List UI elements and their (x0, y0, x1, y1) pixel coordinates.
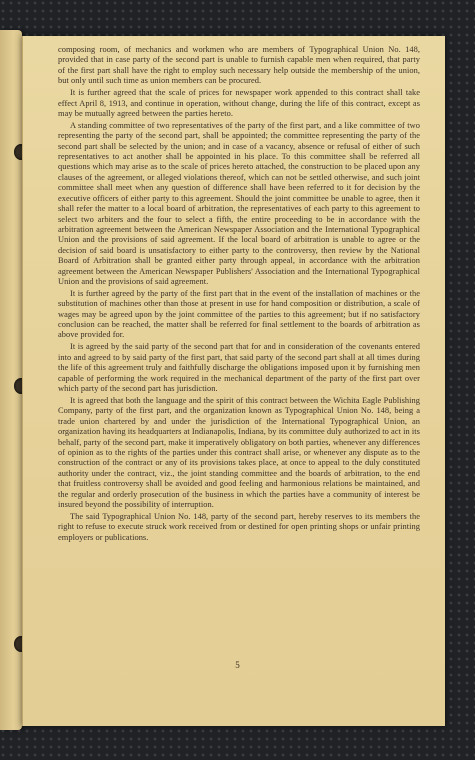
contract-text (58, 45, 420, 545)
paragraph: It is further agreed by the party of the first part that in the event of the installation of machines or the substitution of machines other than those at present in use for hand composition or distribution, a scale of wages may be agreed upon by the joint committee of the parties to this agreement; but if no satisfactory conclusion can be reached, the matter shall be referred for final settlement to the boards of arbitration as above provided for. (58, 288, 420, 340)
paragraph: The said Typographical Union No. 148, party of the second part, hereby reserves to its members the right to refuse to execute struck work received from or destined for open printing shops or unfair printing employers or publications. (58, 511, 420, 542)
paragraph: composing room, of mechanics and workmen who are members of Typographical Union No. 148, provided that in case party of the second part is unable to furnish capable men when required, that party of the first part shall have the right to employ such necessary help outside the membership of the union, but only until such time as union members can be procured. (58, 45, 420, 86)
page-number: 5 (235, 660, 240, 670)
paragraph: It is further agreed that the scale of prices for newspaper work appended to this contract shall take effect April 8, 1913, and continue in operation, without change, during the life of this contract, except as may be mutually agreed between the parties hereto. (58, 88, 420, 118)
paragraph: It is agreed by the said party of the second part that for and in consideration of the covenants entered into and agreed to by said party of the first part, that said party of the second part shall at all times during the life of this agreement truly and faithfully discharge the obligations imposed upon it by furnishing men capable of performing the work required in the mechanical department of the party of the first part over which party of the second part has jurisdiction. (58, 342, 420, 393)
paragraph: It is agreed that both the language and the spirit of this contract between the Wichita Eagle Publishing Company, party of the first part, and the organization known as Typographical Union No. 148, being a trade union chartered by and under the jurisdiction of the International Typographical Union, an organization having its headquarters at Indianapolis, Indiana, by its committee duly authorized to act in its behalf, party of the second part, make it imperatively obligatory on both parties, whenever any differences of opinion as to the rights of the parties under this contract shall arise, or whenever any dispute as to the construction of the contract or any of its provisions takes place, at once to appeal to the duly constituted authority under the contract, viz., the joint standing committee and the boards of arbitration, to the end that fruitless controversy shall be avoided and good feeling and harmonious relations be maintained, and the regular and orderly prosecution of the business in which the parties have a community of interest be insured beyond the possibility of interruption. (58, 395, 420, 509)
paragraph: A standing committee of two representatives of the party of the first part, and a like committee of two representing the party of the second part, shall be appointed; the committee representing the party of the second part shall be selected by the union; and in case of a vacancy, absence or refusal of either of such representatives to act another shall be appointed in his place. To this committee shall be referred all questions which may arise as to the scale of prices hereto attached, the construction to be placed upon any clauses of the agreement, or alleged violations thereof, which can not be settled otherwise, and such joint committee shall meet when any question of difference shall have been referred to it for decision by the executive officers of either party to this agreement. Should the joint committee be unable to agree, then it shall refer the matter to a local board of arbitration, the representatives of each party to this agreement to select two arbiters and the four to select a fifth, the entire proceeding to be in accordance with the arbitration agreement between the American Newspaper Association and the International Typographical Union and the provisions of said agreement. If the local board of arbitration is unable to agree or the decision of said board is unsatisfactory to either party to the controversy, then review by the National Board of Arbitration shall be granted either party through appeal, in accordance with the arbitration agreement between the American Newspaper Publishers' Association and the International Typographical Union and the provisions of said agreement. (58, 120, 420, 286)
